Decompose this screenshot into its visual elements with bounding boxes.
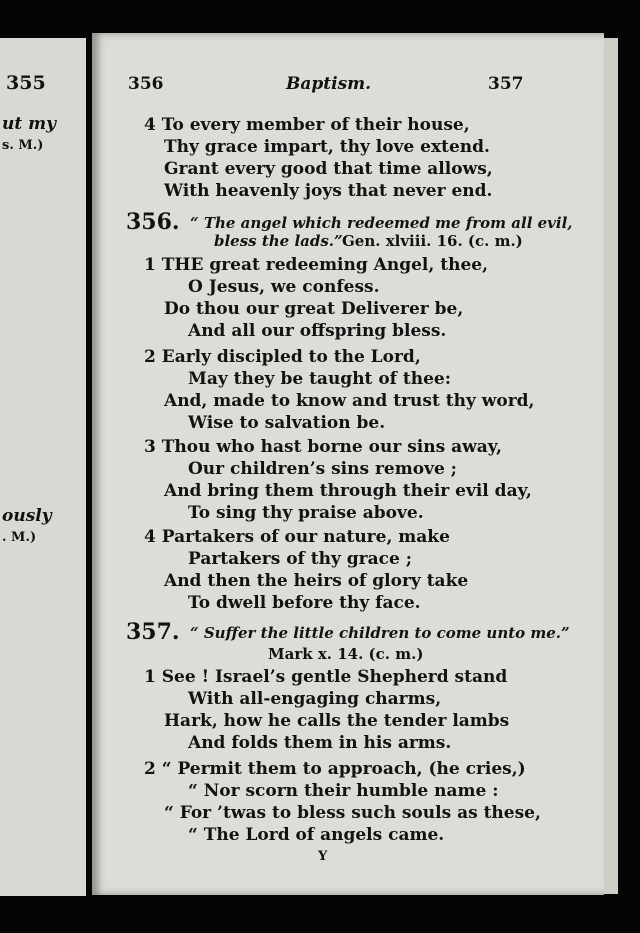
hymn-epigraph: “ The angel which redeemed me from all evil, [190,214,573,232]
verse-line: Hark, how he calls the tender lambs [164,711,510,731]
verse-line: To dwell before thy face. [188,593,421,613]
hymn-reference: Mark x. 14. (c. m.) [268,645,424,663]
hymn-number: 357. [126,619,180,645]
left-page-number: 355 [6,72,46,94]
verse-line: 4 To every member of their house, [144,115,470,135]
verse-line: And, made to know and trust thy word, [164,391,535,411]
left-page-strip [0,38,86,896]
left-page-fragment: ously [2,506,52,526]
verse-line: Grant every good that time allows, [164,159,493,179]
verse-line: 3 Thou who hast borne our sins away, [144,437,502,457]
verse-line: To sing thy praise above. [188,503,424,523]
verse-line: With heavenly joys that never end. [164,181,493,201]
header-page-number-left: 356 [128,74,164,94]
verse-line: May they be taught of thee: [188,369,452,389]
hymn-epigraph: bless the lads.” [214,232,343,250]
verse-line: Thy grace impart, thy love extend. [164,137,490,157]
next-page-edge [604,38,618,894]
left-page-fragment: . M.) [2,530,37,545]
page-title: Baptism. [286,74,372,94]
verse-line: “ For ’twas to bless such souls as these, [164,803,541,823]
hymn-number: 356. [126,209,180,235]
verse-line: “ The Lord of angels came. [188,825,445,845]
verse-line: 1 See ! Israel’s gentle Shepherd stand [144,667,508,687]
verse-line: With all-engaging charms, [188,689,442,709]
signature-mark: Y [318,849,328,864]
verse-line: Partakers of thy grace ; [188,549,413,569]
left-page-fragment: s. M.) [2,138,44,153]
hymn-page [92,33,604,895]
verse-line: Wise to salvation be. [188,413,386,433]
hymn-epigraph: “ Suffer the little children to come unto me.” [190,624,570,642]
verse-line: 4 Partakers of our nature, make [144,527,450,547]
left-page-fragment: ut my [2,114,56,134]
hymn-reference: Gen. xlviii. 16. (c. m.) [342,232,523,250]
verse-line: 2 “ Permit them to approach, (he cries,) [144,759,526,779]
verse-line: And bring them through their evil day, [164,481,532,501]
verse-line: Do thou our great Deliverer be, [164,299,464,319]
header-page-number-right: 357 [488,74,524,94]
verse-line: O Jesus, we confess. [188,277,380,297]
verse-line: 2 Early discipled to the Lord, [144,347,421,367]
verse-line: And folds them in his arms. [188,733,452,753]
verse-line: And all our offspring bless. [188,321,447,341]
verse-line: 1 THE great redeeming Angel, thee, [144,255,488,275]
verse-line: Our children’s sins remove ; [188,459,457,479]
verse-line: And then the heirs of glory take [164,571,469,591]
verse-line: “ Nor scorn their humble name : [188,781,499,801]
